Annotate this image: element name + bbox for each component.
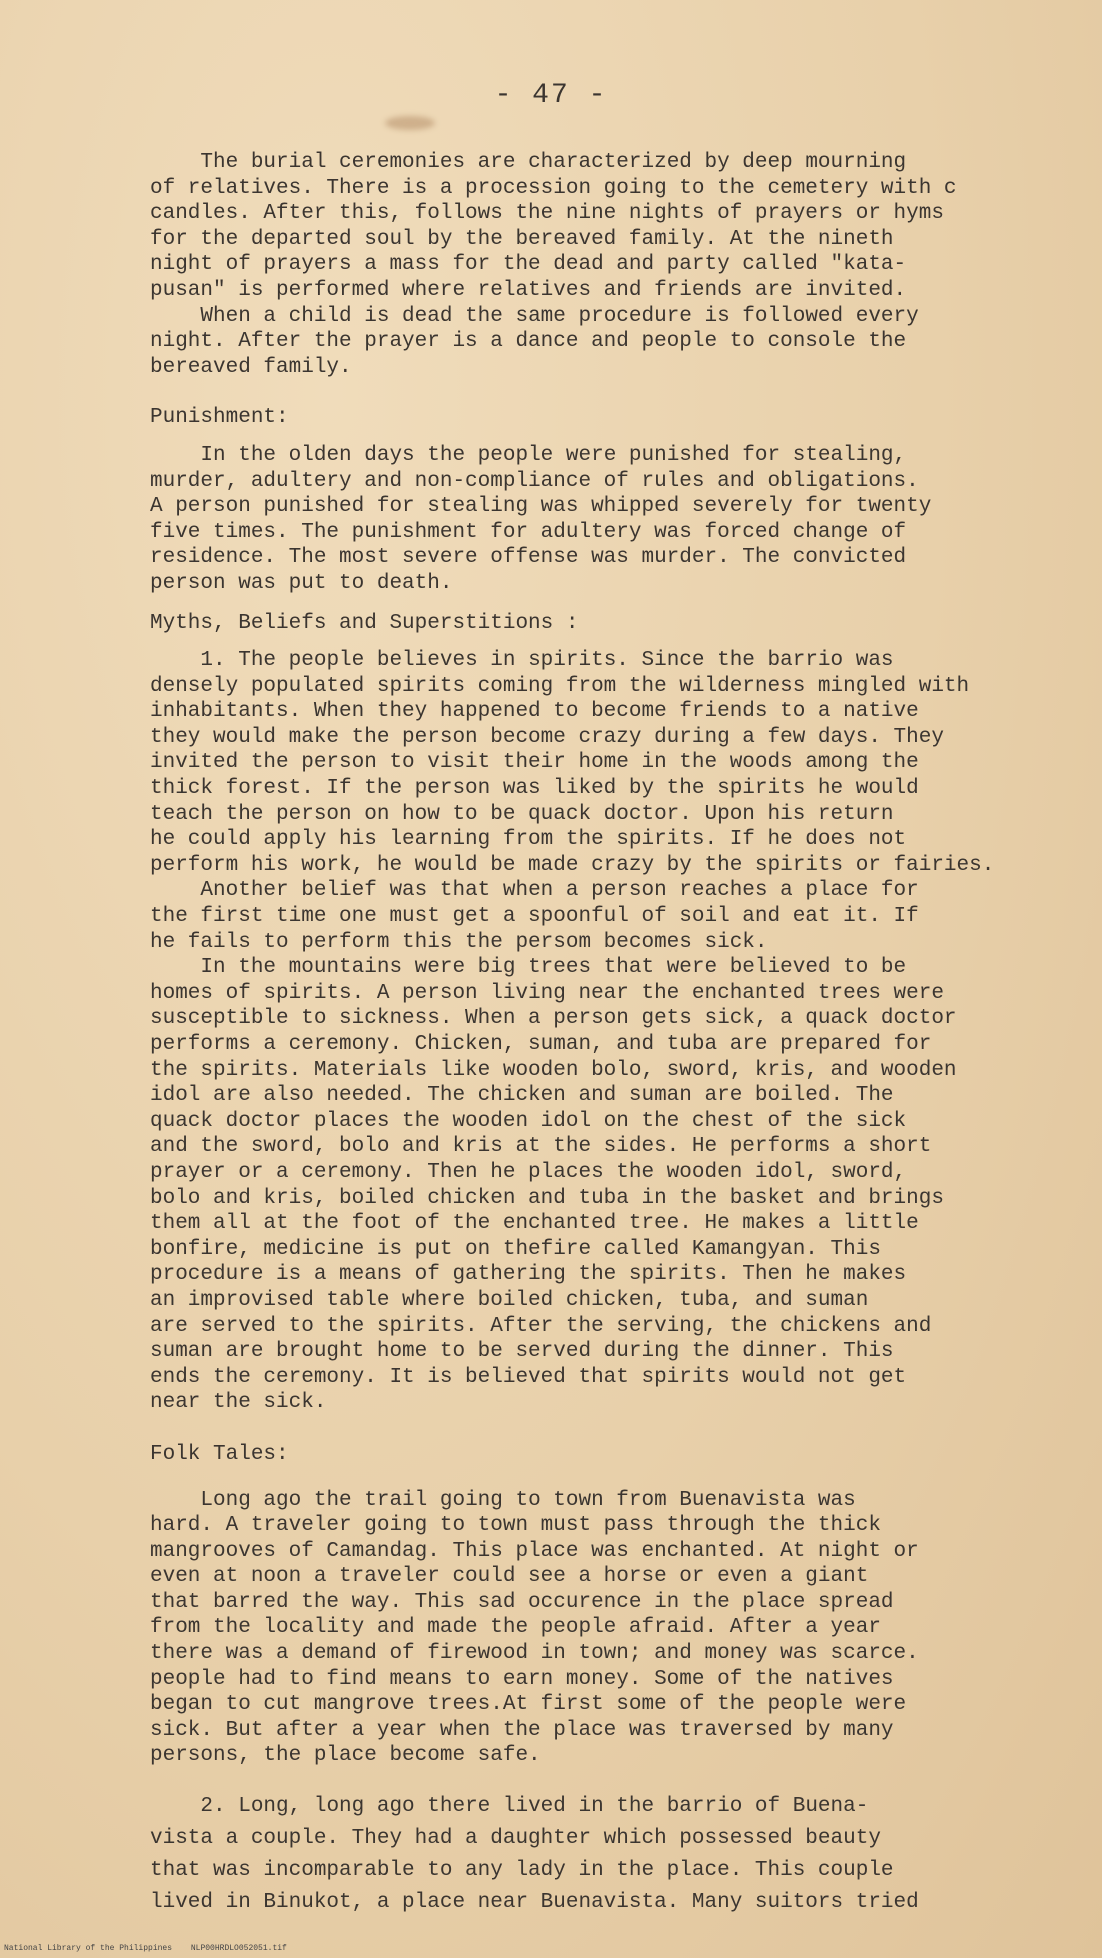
scan-footer xyxy=(0,1944,1102,1953)
paragraph-folk-tale-1: Long ago the trail going to town from Buenavista was hard. A traveler going to town must pass through the thick mangrooves of Camandag. This place was enchanted. At night or even at noon a traveler could see a horse or even a giant that barred the way. This sad occurence in the place spread from the locality and made the people afraid. After a year there was a demand of firewood in town; and money was scarce. people had to find means to earn money. Some of the natives began to cut mangrove trees.At first some of the people were sick. But after a year when the place was traversed by many persons, the place become safe. xyxy=(150,1488,919,1768)
file-id: NLP00HRDLO052051.tif xyxy=(190,1944,287,1953)
ink-smudge xyxy=(385,116,435,130)
paragraph-punishment: In the olden days the people were punished for stealing, murder, adultery and non-compliance of rules and obligations. A person punished for stealing was whipped severely for twenty five times. The punishment for adultery was forced change of residence. The most severe offense was murder. The convicted person was put to death. xyxy=(150,443,932,595)
paragraph-burial: The burial ceremonies are characterized by deep mourning of relatives. There is a procession going to the cemetery with c candles. After this, follows the nine nights of prayers or hyms for the departed soul by the bereaved family. At the nineth night of prayers a mass for the dead and party called "kata- pusan" is performed where relatives and friends are invited. xyxy=(150,151,957,302)
paragraph-belief-2: Another belief was that when a person reaches a place for the first time one must get a spoonful of soil and eat it. If he fails to perform this the persom becomes sick. xyxy=(150,879,919,954)
paragraph-myth-1: 1. The people believes in spirits. Since the barrio was densely populated spirits coming from the wilderness mingled with inhabitants. When they happened to become friends to a native they would make the person become crazy during a few days. They invited the person to visit their home in the woods among the thick forest. If the person was liked by the spirits he would teach the person on how to be quack doctor. Upon his return he could apply his learning from the spirits. If he does not perform his work, he would be made crazy by the spirits or fairies. xyxy=(150,649,995,877)
heading-punishment: Punishment: xyxy=(150,406,289,430)
page-number: - 47 - xyxy=(494,80,608,111)
heading-myths: Myths, Beliefs and Superstitions : xyxy=(150,611,579,635)
paragraph-child: When a child is dead the same procedure is followed every night. After the prayer is a dance and people to console the bereaved family. xyxy=(150,304,919,379)
paragraph-folk-tale-2: 2. Long, long ago there lived in the barrio of Buena- vista a couple. They had a daughter which possessed beauty that was incomparable to any lady in the place. This couple lived in Binukot, a place near Buenavista. Many suitors tried xyxy=(150,1795,919,1915)
document-body xyxy=(150,150,1030,1919)
heading-folk-tales: Folk Tales: xyxy=(150,1442,289,1466)
paragraph-mountains: In the mountains were big trees that were believed to be homes of spirits. A person living near the enchanted trees were susceptible to sickness. When a person gets sick, a quack doctor performs a ceremony. Chicken, suman, and tuba are prepared for the spirits. Materials like wooden bolo, sword, kris, and wooden idol are also needed. The chicken and suman are boiled. The quack doctor places the wooden idol on the chest of the sick and the sword, bolo and kris at the sides. He performs a short prayer or a ceremony. Then he places the wooden idol, sword, bolo and kris, boiled chicken and tuba in the basket and brings them all at the foot of the enchanted tree. He makes a little bonfire, medicine is put on thefire called Kamangyan. This procedure is a means of gathering the spirits. Then he makes an improvised table where boiled chicken, tuba, and suman are served to the spirits. After the serving, the chickens and suman are brought home to be served during the dinner. This ends the ceremony. It is believed that spirits would not get near the sick. xyxy=(150,956,957,1415)
library-credit: National Library of the Philippines xyxy=(4,1944,173,1953)
